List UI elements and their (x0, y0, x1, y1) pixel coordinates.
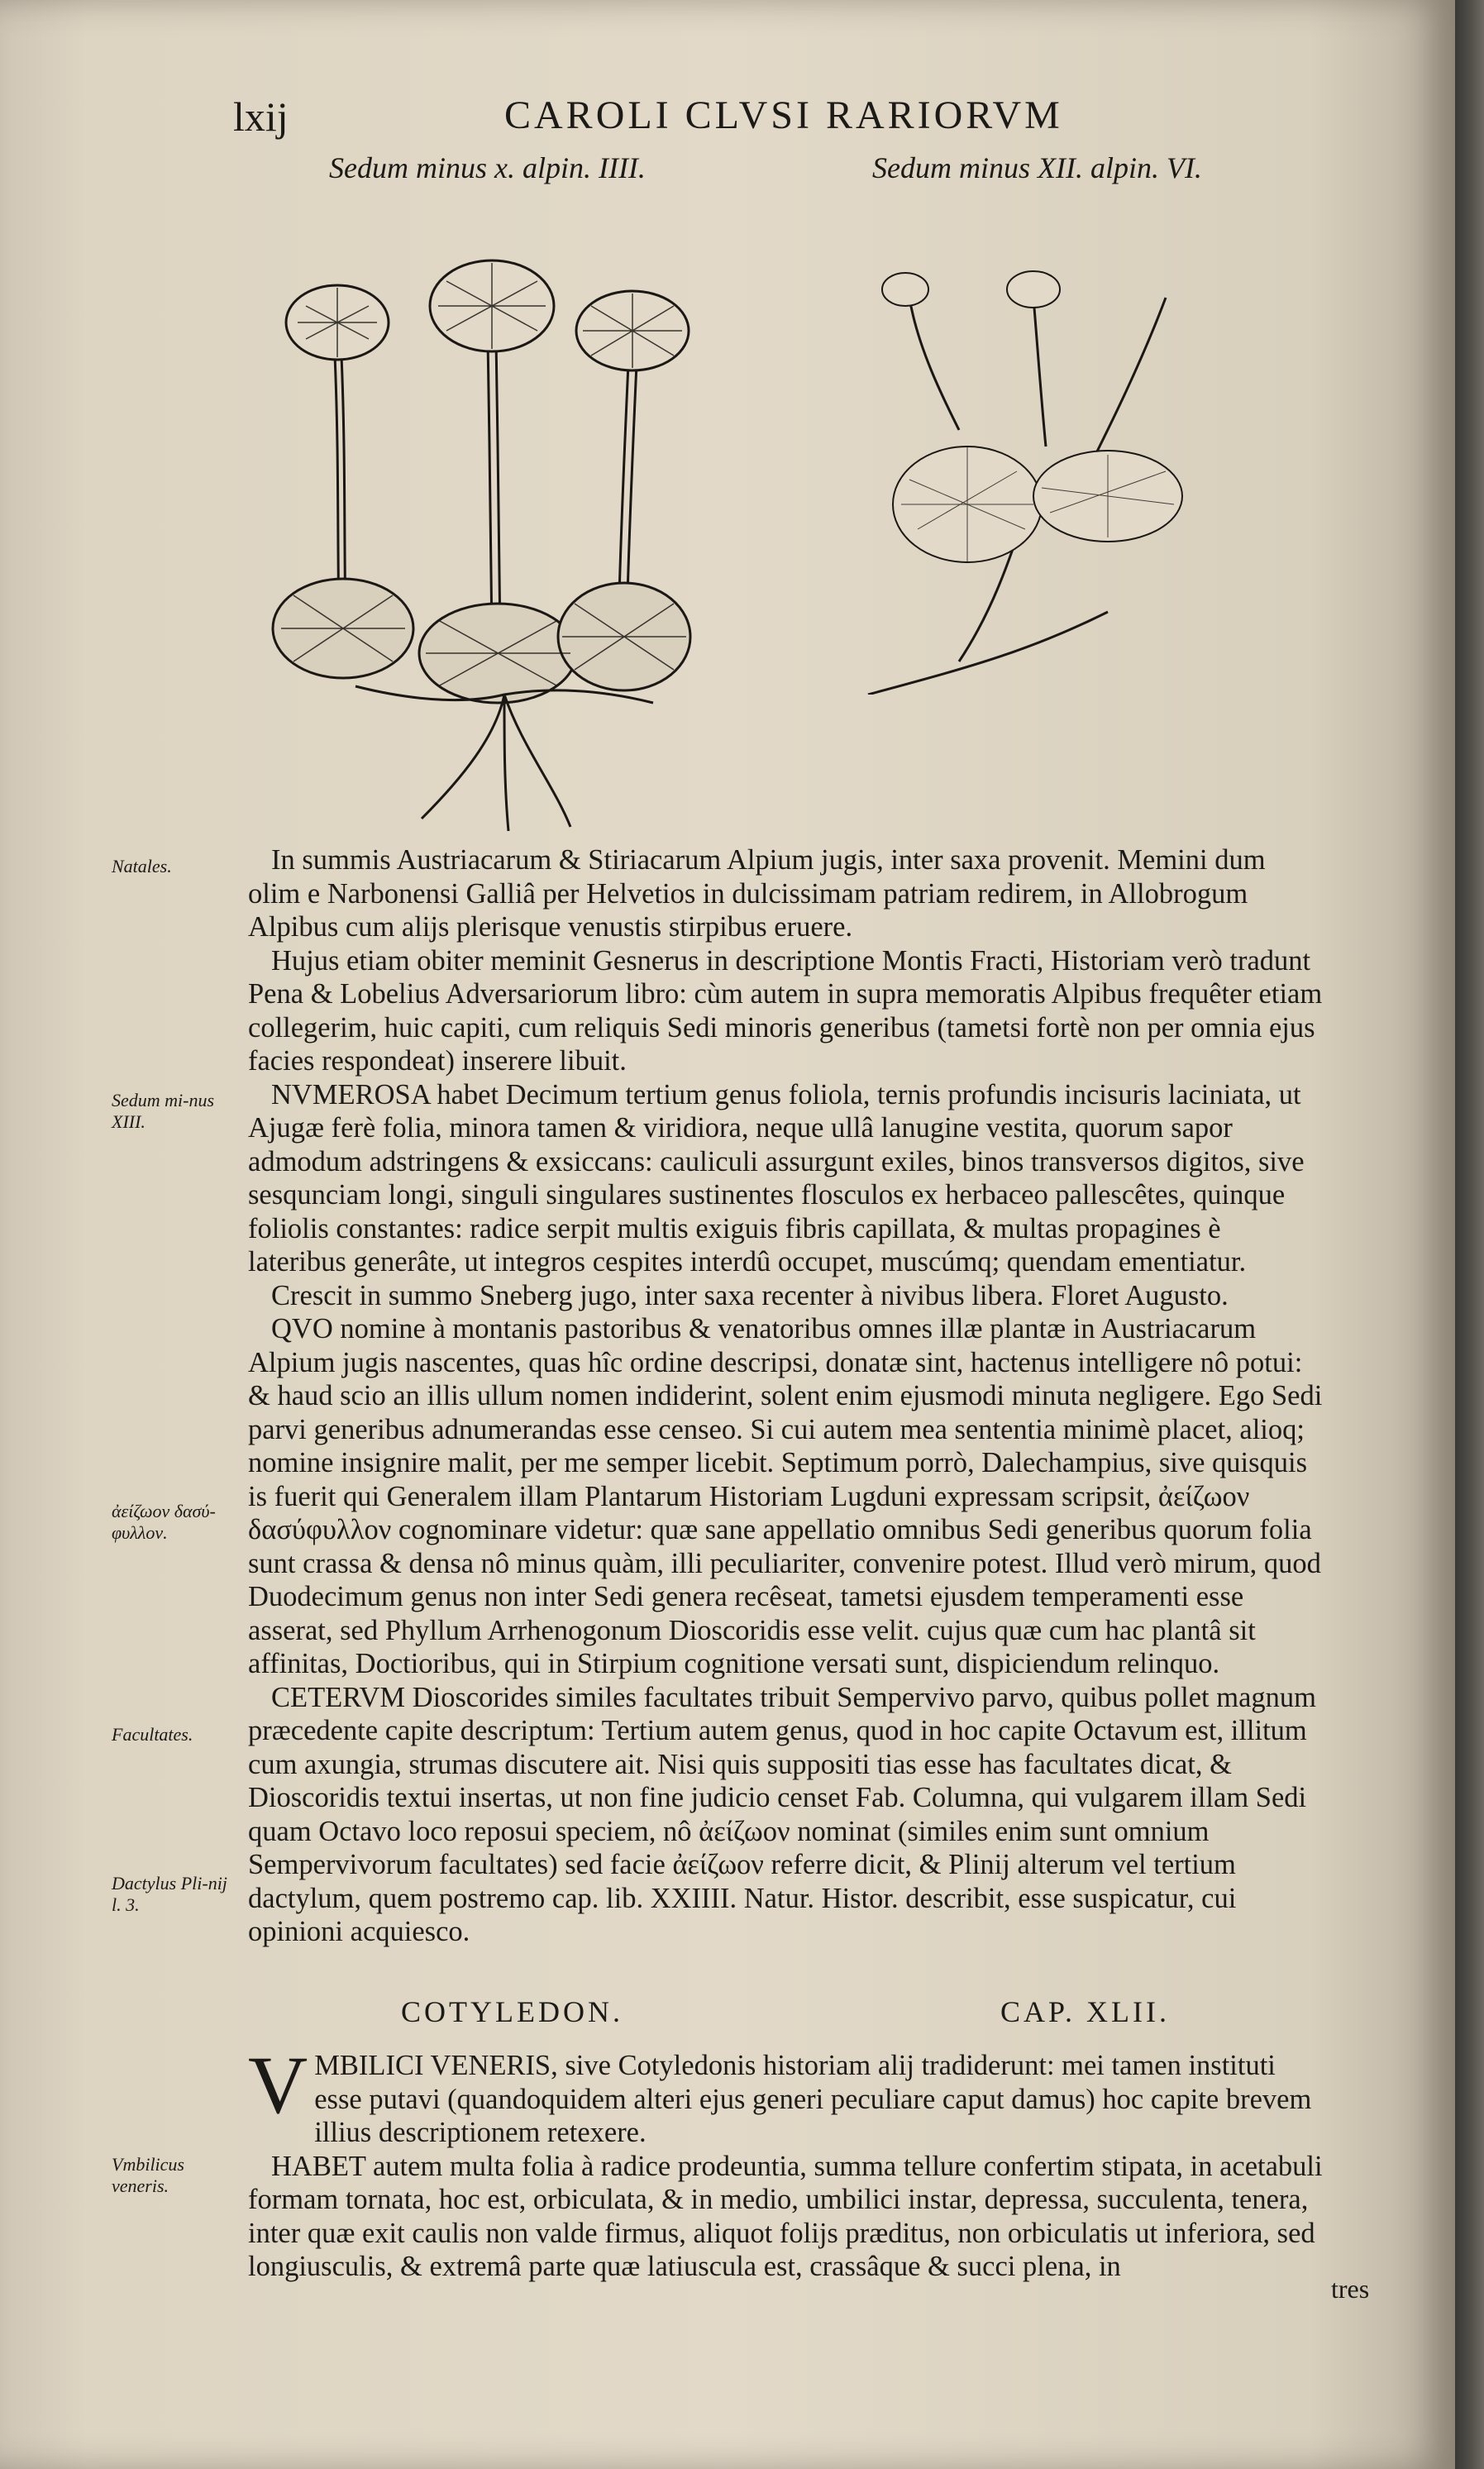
paragraph: QVO nomine à montanis pastoribus & venatoribus omnes illæ plantæ in Austriacarum Alpium jugis nascentes, quas hîc ordine descripsi, donatæ sint, hactenus intelligere nô potui: & haud scio an illis ullum nomen indiderint, solent enim ejusmodi minuta negligere. Ego Sedi parvi generibus adnumerandas esse censeo. Si cui autem mea sententia minimè placet, alioq; nomine insignire malit, per me semper licebit. Septimum porrò, Dalechampius, sive quisquis is fuerit qui Generalem illam Plantarum Historiam Lugduni expressam scripsit, ἀείζωον δασύφυλλον cognominare videtur: quæ sane appellatio omnibus Sedi generibus quorum folia sunt crassa & densa nô minus quàm, illi peculiariter, convenire potest. Illud verò mirum, quod Duodecimum genus non inter Sedi genera recêseat, tametsi ejusdem temperamenti esse asserat, sed Phyllum Arrhenogonum Dioscoridis esse velit. cujus quæ cum hac plantâ sit affinitas, Doctioribus, qui in Stirpium cognitione versati sunt, dispiciendum relinquo. (248, 1313, 1323, 1679)
figure-caption-right: Sedum minus XII. alpin. VI. (872, 151, 1202, 184)
paragraph: In summis Austriacarum & Stiriacarum Alpium jugis, inter saxa provenit. Memini dum olim e Narbonensi Galliâ per Helvetios in dulcissimam patriam redirem, in Allobrogum Alpibus cum alijs plerisque venustis stirpibus eruere. (248, 844, 1266, 943)
paragraph: Hujus etiam obiter meminit Gesnerus in descriptione Montis Fracti, Historiam verò tradunt Pena & Lobelius Adversariorum libro: cùm autem in supra memoratis Alpibus frequêter etiam collegerim, huic capiti, cum reliquis Sedi minoris generibus (tametsi fortè non per omnia ejus facies respondeat) inserere libuit. (248, 944, 1323, 1077)
chapter-text (248, 2039, 1323, 2284)
paragraph: HABET autem multa folia à radice prodeuntia, summa tellure confertim stipata, in acetabuli formam tornata, hoc est, orbiculata, & in medio, umbilici instar, depressa, succulenta, tenera, inter quæ exit caulis non valde firmus, aliquot folijs præditus, non orbiculatis ut inferiora, sed longiusculis, & extremâ parte quæ latiuscula est, crassâque & succi plena, in (248, 2150, 1323, 2282)
paragraph: MBILICI VENERIS, sive Cotyledonis historiam alij tradiderunt: mei tamen instituti esse putavi (quandoquidem alteri ejus generi peculiare caput damus) hoc capite brevem illius descriptionem retexere. (314, 2050, 1312, 2148)
paragraph: Crescit in summo Sneberg jugo, inter saxa recenter à nivibus libera. Floret Augusto. (271, 1279, 1229, 1311)
catchword: tres (1331, 2274, 1370, 2304)
margin-note-umbilicus: Vmbilicus veneris. (112, 2154, 184, 2196)
woodcut-sedum-left (256, 240, 752, 835)
margin-note-facultates: Facultates. (112, 1724, 193, 1745)
book-edge (1455, 0, 1484, 2469)
woodcut-sedum-right (860, 265, 1207, 695)
margin-note-sedum: Sedum mi-nus XIII. (112, 1090, 215, 1132)
paragraph: CETERVM Dioscorides similes facultates tribuit Sempervivo parvo, quibus pollet magnum præcedente capite descriptum: Tertium autem genus, quod in hoc capite Octavum est, illitum cum axungia, strumas discutere ait. Nisi quis suppositi tias esse has facultates dicat, & Dioscoridis textui insertas, ut non fine judicio censet Fab. Columna, qui vulgarem illam Sedi quam Octavo loco reposui speciem, nô ἀείζωον nominat (similes enim sunt omnium Sempervivorum facultates) sed facie ἀείζωον referre dicit, & Plinij alterum vel tertium dactylum, quem postremo cap. lib. XXIIII. Natur. Histor. describit, esse suspicatur, cui opinioni acquiesco. (248, 1681, 1316, 1947)
paragraph: NVMEROSA habet Decimum tertium genus foliola, ternis profundis incisuris laciniata, ut Ajugæ ferè folia, minora tamen & viridiora, neque ullâ lanugine vestita, quorum sapor admodum adstringens & exsiccans: cauliculi assurgunt exiles, binos transversos digitos, sive sesqunciam longi, singuli singulares sustinentes flosculos ex herbaceo pallescêtes, quinque foliolis constantes: radice serpit multis exiguis fibris capillata, & multas propagines è lateribus generâte, ut integros cespites interdû occupet, muscúmq; quendam ementiatur. (248, 1078, 1305, 1277)
margin-note-natales: Natales. (112, 856, 172, 876)
margin-note-dactylus: Dactylus Pli-nij l. 3. (112, 1873, 227, 1915)
chapter-number: CAP. XLII. (1000, 1995, 1171, 2028)
running-title: CAROLI CLVSI RARIORVM (504, 93, 1063, 137)
figure-caption-left: Sedum minus x. alpin. IIII. (329, 151, 646, 184)
drop-cap: V (248, 2039, 308, 2131)
chapter-title: COTYLEDON. (401, 1995, 623, 2028)
body-text (248, 843, 1323, 1949)
folio-number: lxij (233, 93, 289, 140)
margin-note-aeizoon: ἀείζωον δασύ-φυλλον. (112, 1501, 216, 1543)
